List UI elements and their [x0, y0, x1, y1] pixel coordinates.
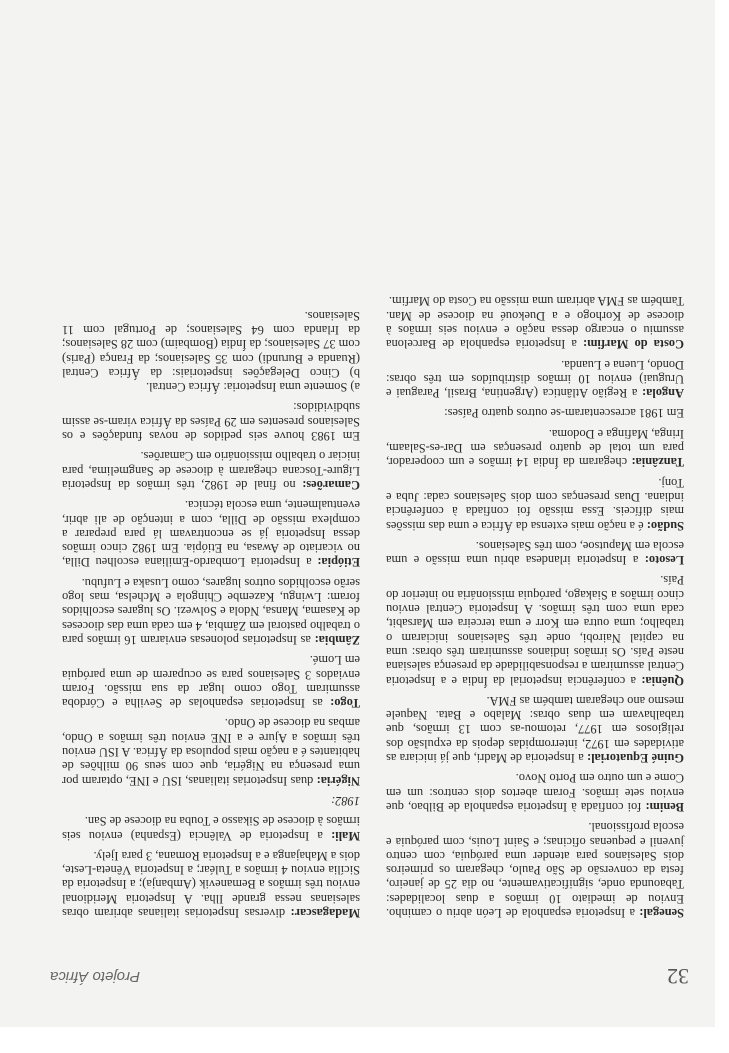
- running-title: Projeto África: [50, 968, 141, 985]
- paragraph-tanzania: Tanzânia: chegaram da Índia 14 irmãos e um cooperador, para um total de quatro presenças em Dar-es-Salaam, Iringa, Mafinga e Dodoma.: [386, 426, 684, 470]
- page-number: 32: [667, 964, 689, 989]
- paragraph-zambia: Zâmbia: as Inspetorias polonesas enviaram 16 irmãos para o trabalho pastoral em Zâmbia, 4 em cada uma das dioceses de Kasama, Mansa, Ndola e Solwezi. Os lugares escolhidos foram: Lwingu, Kazembe Chingola e Mchelsa, mas logo serão escolhidos outros lugares, como Lusaka e Lufubu.: [62, 575, 360, 647]
- paragraph-togo: Togo: as Inspetorias espanholas de Sevilha e Córdoba assumiram Togo como lugar da sua missão. Foram enviados 3 Salesianos para se ocuparem de uma paróquia em Lomé.: [62, 653, 360, 711]
- paragraph-1983: Em 1983 houve seis pedidos de novas fundações e os Salesianos presentes em 29 Países da África viram-se assim subdivididos:: [62, 400, 360, 444]
- right-column: [62, 302, 360, 920]
- paragraph-etiopia: Etiópia: a Inspetoria Lombardo-Emiliana escolheu Dilla, no vicariato de Awasa, na Etiópia. Em 1982 cinco irmãos dessa Inspetoria já se encontravam lá para preparar a complexa missão de Dilla, com a intenção de ali abrir, eventualmente, uma escola técnica.: [62, 498, 360, 570]
- left-column: [386, 288, 684, 920]
- paragraph-quenia: Quênia: a conferência inspetorial da Índia e a Inspetoria Central assumiram a responsabilidade da presença salesiana neste País. Os irmãos indianos assumiram três obras: uma na capital Nairobi, onde três Salesianos iniciaram o trabalho; uma outra em Korr e uma terceira em Marsabit, cada uma com três irmãos. A Inspetoria Central enviou cinco irmãos a Siakago, paróquia missionária no interior do País.: [386, 573, 684, 688]
- paragraph-benim: Benim: foi confiada à Inspetoria espanhola de Bilbao, que enviou sete irmãos. Foram abertos dois centros: um em Come e um outro em Porto Novo.: [386, 771, 684, 814]
- list-item: a) Somente uma Inspetoria: África Central.: [145, 380, 360, 395]
- paragraph-camaroes: Camarões: no final de 1982, três irmãos da Inspetoria Lígure-Toscana chegaram à diocese de Sangmelima, para iniciar o trabalho missionário em Camarões.: [62, 449, 360, 492]
- paragraph-1981: Em 1981 acrescentaram-se outros quatro Países:: [444, 406, 684, 421]
- list-item: b) Cinco Delegações inspetoriais: da África Central (Ruanda e Burundi) com 35 Salesianos; da França (Paris) com 37 Salesianos; da Índia (Bombaim) com 28 Salesianos; da Irlanda com 64 Salesianos; de Portugal com 11 Salesianos.: [61, 308, 360, 380]
- paragraph-costa-do-marfim: Costa do Marfim: a Inspetoria espanhola de Barcelona assumiu o encargo dessa nação e enviou seis irmãos à diocese de Korhogo e a Duekoué na diocese de Man. Também as FMA abriram uma missão na Costa do Marfim.: [386, 294, 684, 352]
- paragraph-senegal: Senegal: a Inspetoria espanhola de León abriu o caminho. Enviou de imediato 10 irmãos a duas localidades: Tabaounda onde, significativamente, no dia 25 de janeiro, festa da conversão de São Paulo, chegaram os primeiros dois Salesianos para atender uma paróquia, com centro juvenil e pequenas oficinas; e Saint Louis, com paróquia e escola profissional.: [386, 820, 684, 920]
- scan-margin-bottom: [0, 1027, 729, 1053]
- page-header: [50, 959, 689, 989]
- paragraph-mali: Mali: a Inspetoria de Valência (Espanha) enviou seis irmãos à diocese de Sikasso e Touba na diocese de San.: [62, 814, 360, 843]
- scan-margin-right: [715, 0, 729, 1053]
- paragraph-angola: Angola: a Região Atlântica (Argentina, Brasil, Paraguai e Uruguai) enviou 10 irmãos distribuídos em três obras: Dondo, Luena e Luanda.: [386, 357, 684, 401]
- paragraph-sudao: Sudão: é a nação mais extensa da África e uma das missões mais difíceis. Essa missão foi confiada à conferência indiana. Duas presenças com dois Salesianos cada: Juba e Tonj.: [386, 475, 684, 533]
- paragraph-nigeria: Nigéria: duas Inspetorias italianas, ISU e INE, optaram por uma presença na Nigéria, que com seus 90 milhões de habitantes é a nação mais populosa da África. A ISU enviou três irmãos a Ajure e a INE enviou três irmãos a Ondo, ambas na diocese de Ondo.: [62, 716, 360, 788]
- subdivision-list: [62, 308, 360, 394]
- paragraph-lesoto: Lesoto: a Inspetoria irlandesa abriu uma missão e uma escola em Maputsoe, com três Salesianos.: [386, 538, 684, 568]
- paragraph-madagascar: Madagascar: diversas Inspetorias italianas abriram obras salesianas nessa grande Ilha. A Inspetoria Meridional enviou três irmãos a Bemanevik (Ambanja); a Inspetoria da Sicília enviou 4 irmãos a Tuléar; a Inspetoria Vêneta-Leste, dois a Mahajanga e a Inspetoria Romana, 3 para Ijely.: [62, 848, 360, 920]
- paragraph-guine-equatorial: Guiné Equatorial: a Inspetoria de Madri, que já iniciara as atividades em 1972, interrompidas depois da expulsão dos religiosos em 1977, retomou-as com 13 irmãos, que trabalhavam em duas obras: Malabo e Bata. Naquele mesmo ano chegaram também as FMA.: [385, 693, 684, 766]
- paragraph-year-1982: 1982:: [331, 793, 360, 808]
